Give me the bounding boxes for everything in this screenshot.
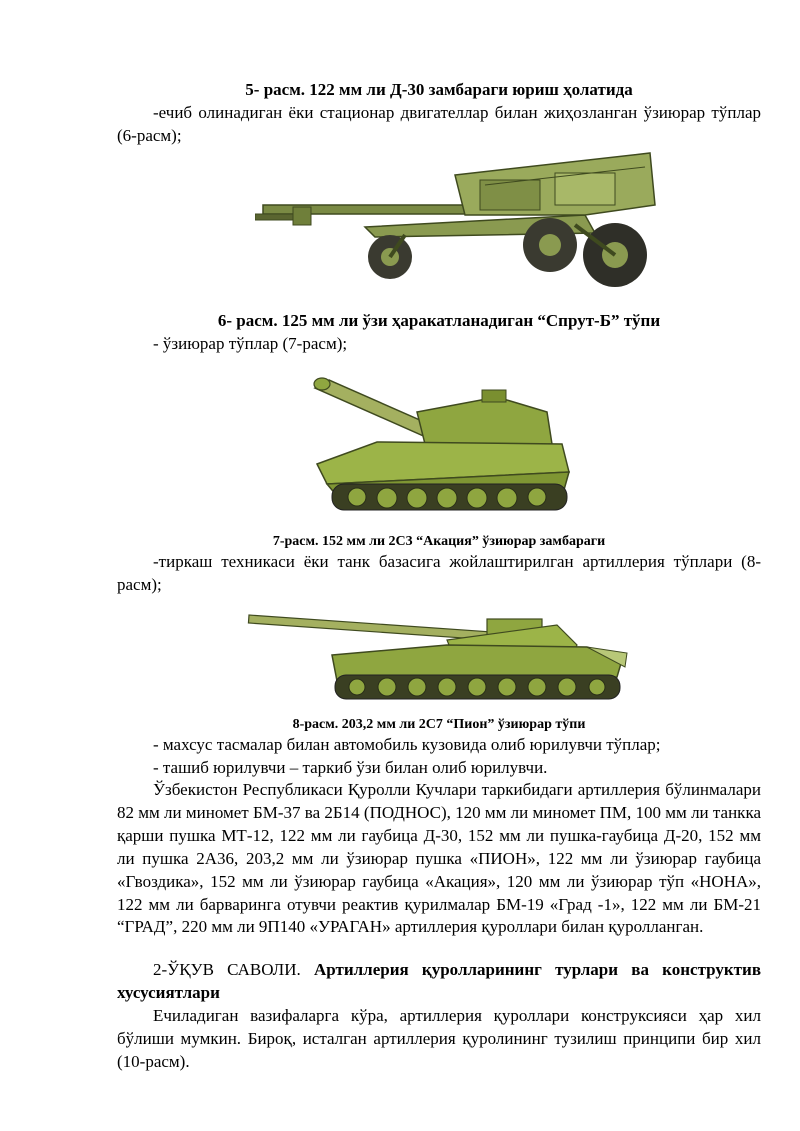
- heavy-self-propelled-gun-illustration: [247, 605, 632, 705]
- section-heading-question-2: [117, 958, 761, 1004]
- section-heading-title: Артиллерия қуролларининг турлари ва конструктив хусусиятлари: [117, 960, 761, 1002]
- self-propelled-howitzer-illustration: [307, 372, 577, 522]
- figure-6-caption: 6- расм. 125 мм ли ўзи ҳаракатланадиган “Спрут-Б” тўпи: [217, 311, 661, 330]
- section-heading-number: 2-ЎҚУВ САВОЛИ.: [153, 960, 301, 979]
- paragraph-automobile-body: - махсус тасмалар билан автомобиль кузовида олиб юрилувчи тўплар;: [153, 735, 661, 754]
- figure-7-caption: 7-расм. 152 мм ли 2С3 “Акация” ўзиюрар замбараги: [272, 534, 606, 549]
- paragraph-detachable-engines: -ечиб олинадиган ёки стационар двигателлар билан жиҳозланган ўзиюрар тўплар (6-расм);: [117, 103, 761, 145]
- paragraph-self-propelled: - ўзиюрар тўплар (7-расм);: [153, 334, 348, 353]
- paragraph-design-principle: Ечиладиган вазифаларга кўра, артиллерия қуроллари конструксияси ҳар хил бўлиши мумкин. Бироқ, исталган артиллерия қуролининг тузилиш принципи бир хил (10-расм).: [117, 1006, 761, 1071]
- figure-5-caption: 5- расм. 122 мм ли Д-30 замбараги юриш ҳолатида: [245, 80, 633, 99]
- paragraph-carried-crew: - ташиб юрилувчи – таркиб ўзи билан олиб юрилувчи.: [153, 758, 548, 777]
- paragraph-uzbekistan-armament: Ўзбекистон Республикаси Қуролли Кучлари таркибидаги артиллерия бўлинмалари 82 мм ли миномет БМ-37 ва 2Б14 (ПОДНОС), 120 мм ли миномет ПМ, 100 мм ли танкка қарши пушка МТ-12, 122 мм ли гаубица Д-30, 152 мм ли пушка-гаубица Д-20, 152 мм ли пушка 2А36, 203,2 мм ли ўзиюрар пушка «ПИОН», 122 мм ли ўзиюрар гаубица «Гвоздика», 152 мм ли ўзиюрар гаубица «Акация», 120 мм ли ўзиюрар тўп «НОНА», 122 мм ли барваринга отувчи реактив қурилмалар БМ-19 «Град -1», 122 мм ли БМ-21 “ГРАД”, 220 мм ли 9П140 «УРАГАН» артиллерия қуроллари билан қуролланган.: [117, 780, 761, 937]
- figure-8-caption: 8-расм. 203,2 мм ли 2С7 “Пион” ўзиюрар тўпи: [292, 717, 586, 732]
- towed-howitzer-illustration: [255, 145, 660, 295]
- paragraph-towing-tank-base: -тиркаш техникаси ёки танк базасига жойлаштирилган артиллерия тўплари (8-расм);: [117, 552, 761, 594]
